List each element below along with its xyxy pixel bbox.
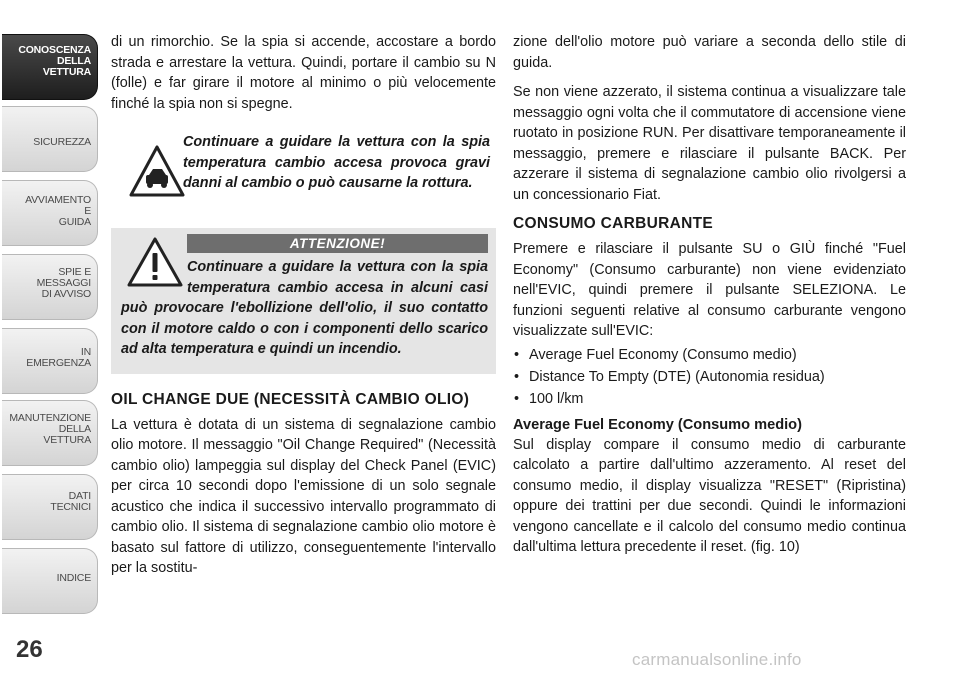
tab-label: EMERGENZA [26, 357, 91, 369]
tab-label: AVVIAMENTO [25, 194, 91, 206]
left-column [111, 32, 496, 588]
tab-label: CONOSCENZA [18, 44, 91, 56]
warning-title: ATTENZIONE! [187, 234, 488, 253]
tab-label: VETTURA [42, 66, 91, 78]
right-column [513, 32, 906, 567]
tab-label: DI AVVISO [41, 288, 91, 300]
tab-sicurezza[interactable] [2, 106, 98, 172]
chapter-tabs [0, 0, 100, 630]
tab-dati-tecnici[interactable] [2, 474, 98, 540]
fuel-consumption-heading: CONSUMO CARBURANTE [513, 215, 714, 232]
tab-label: GUIDA [58, 216, 91, 228]
car-warning-icon [129, 144, 185, 200]
tab-spie-e-messaggi-di-avviso[interactable] [2, 254, 98, 320]
tab-indice[interactable] [2, 548, 98, 614]
tab-label: SICUREZZA [33, 136, 91, 148]
oil-change-paragraph: La vettura è dotata di un sistema di segnalazione cambio olio motore. Il messaggio "Oil Change Required" (Necessità cambio olio) lampeggia sul display del Check Panel (EVIC) per circa 10 secondi dopo l'emissione di un solo segnale acustico che indica il successivo intervallo programmato di cambio olio. Il sistema di segnalazione cambio olio motore è basato sul fattore di utilizzo, conseguentemente l'intervallo per la sostitu- [111, 416, 496, 576]
intro-paragraph: di un rimorchio. Se la spia si accende, accostare a bordo strada e arrestare la vettura. Quindi, portare il cambio su N (folle) e far girare il motore al minimo o più velocemente finché la spia non si spegne. [111, 34, 496, 112]
tab-conoscenza-della-vettura[interactable] [2, 34, 98, 100]
tab-manutenzione-della-vettura[interactable] [2, 400, 98, 466]
tab-label: VETTURA [43, 434, 91, 446]
caution-text: Continuare a guidare la vettura con la spia temperatura cambio accesa provoca gravi danni al cambio o può causarne la rottura. [183, 134, 490, 191]
tab-label: SPIE E [58, 266, 91, 278]
tab-label: DELLA [57, 55, 91, 67]
average-fuel-economy-paragraph: Sul display compare il consumo medio di carburante calcolato a partire dall'ultimo azzeramento. Al reset del consumo medio, il display visualizza "RESET" (Ripristina) oppure dei trattini per due secondi. Quindi le informazioni vengono cancellate e il calcolo del consumo medio continua dall'ultima lettura precedente il reset. (fig. 10) [513, 436, 906, 555]
tab-avviamento-e-guida[interactable] [2, 180, 98, 246]
tab-label: E [84, 205, 91, 217]
list-item: • 100 l/km [513, 388, 906, 410]
oil-change-heading: OIL CHANGE DUE (NECESSITÀ CAMBIO OLIO) [111, 390, 470, 408]
tab-label: MESSAGGI [36, 277, 91, 289]
caution-note [117, 132, 490, 212]
tab-label: IN [80, 346, 91, 358]
tab-label: DELLA [58, 423, 91, 435]
oil-reset-paragraph: Se non viene azzerato, il sistema continua a visualizzare tale messaggio ogni volta che il commutatore di accensione viene ruotato in posizione RUN. Per disattivare temporaneamente il messaggio, premere e rilasciare il pulsante BACK. Per azzerare il sistema di segnalazione cambio olio rivolgersi a un concessionario Fiat. [513, 84, 906, 203]
tab-in-emergenza[interactable] [2, 328, 98, 394]
tab-label: DATI [68, 490, 91, 502]
tab-label: TECNICI [50, 501, 91, 513]
average-fuel-economy-heading: Average Fuel Economy (Consumo medio) [513, 416, 802, 433]
oil-change-continued: zione dell'olio motore può variare a seconda dello stile di guida. [513, 34, 906, 71]
exclamation-warning-icon [127, 236, 183, 288]
list-item: • Average Fuel Economy (Consumo medio) [513, 344, 906, 366]
fuel-functions-list [513, 344, 906, 410]
list-item: • Distance To Empty (DTE) (Autonomia residua) [513, 366, 906, 388]
page-number: 26 [16, 636, 43, 663]
tab-label: MANUTENZIONE [9, 412, 91, 424]
watermark: carmanualsonline.info [632, 650, 802, 669]
warning-box [111, 228, 496, 374]
fuel-consumption-paragraph: Premere e rilasciare il pulsante SU o GIÙ finché "Fuel Economy" (Consumo carburante) non viene evidenziato nell'EVIC, quindi premere il pulsante SELEZIONA. Le funzioni seguenti relative al consumo carburante vengono visualizzate sull'EVIC: [513, 241, 906, 339]
warning-text: Continuare a guidare la vettura con la spia temperatura cambio accesa in alcuni casi può provocare l'ebollizione dell'olio, il suo contatto con il motore caldo o con i componenti dello scarico ad alta temperatura e quindi un incendio. [121, 259, 488, 357]
tab-label: INDICE [56, 572, 91, 584]
